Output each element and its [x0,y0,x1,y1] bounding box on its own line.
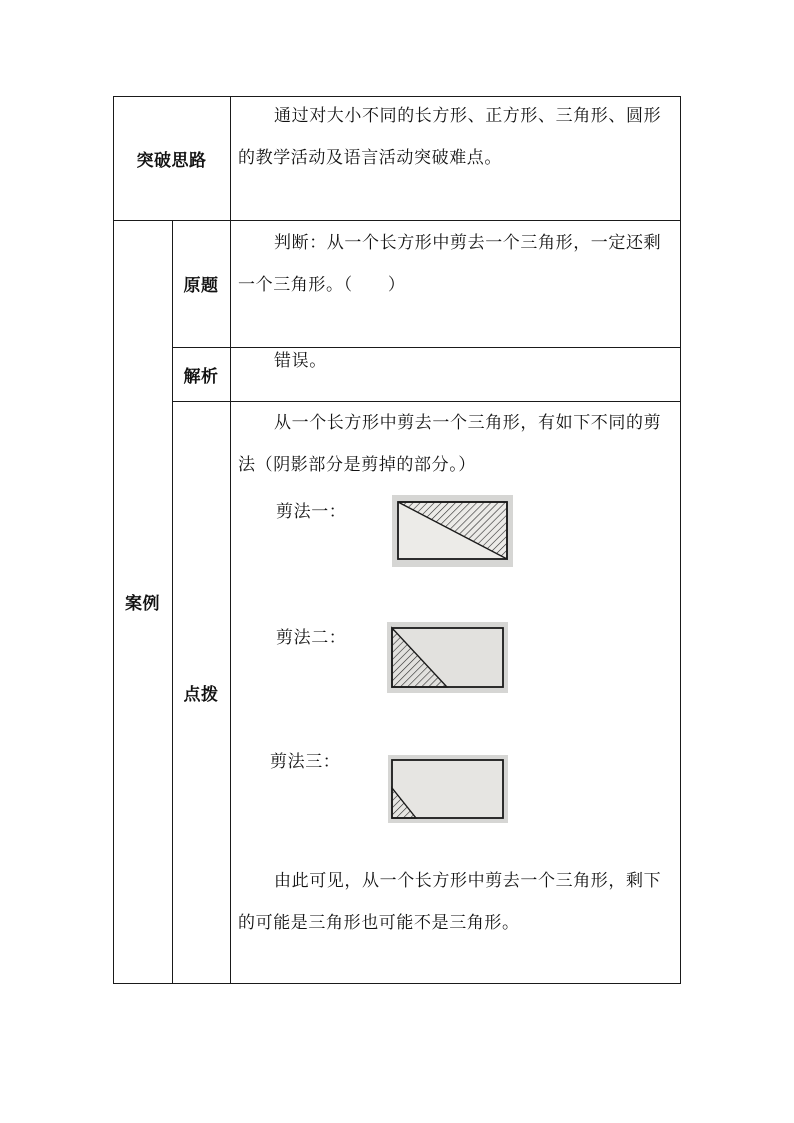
table-border-bottom [113,983,681,984]
analysis-text: 错误。 [274,351,327,371]
tips-conclusion: 由此可见，从一个长方形中剪去一个三角形，剩下的可能是三角形也可能不是三角形。 [238,871,662,933]
cut-method-2-label: 剪法二： [276,628,347,648]
cut-method-3-figure [388,755,508,823]
analysis-label: 解析 [183,366,219,387]
breakthrough-text: 通过对大小不同的长方形、正方形、三角形、圆形的教学活动及语言活动突破难点。 [238,106,662,168]
table-border-right [680,96,681,984]
tips-label: 点拨 [183,684,219,705]
breakthrough-label: 突破思路 [136,150,207,171]
table-column-divider [230,96,231,984]
original-text: 判断：从一个长方形中剪去一个三角形，一定还剩一个三角形。（ ） [238,233,662,295]
cut-method-2-figure [387,622,508,693]
case-label: 案例 [125,594,160,614]
cut-method-1-figure [392,495,513,567]
tips-intro: 从一个长方形中剪去一个三角形，有如下不同的剪法（阴影部分是剪掉的部分。） [238,413,662,475]
cut-method-3-label: 剪法三： [270,752,341,772]
cut-method-1-label: 剪法一： [276,502,347,522]
original-label: 原题 [183,276,219,296]
